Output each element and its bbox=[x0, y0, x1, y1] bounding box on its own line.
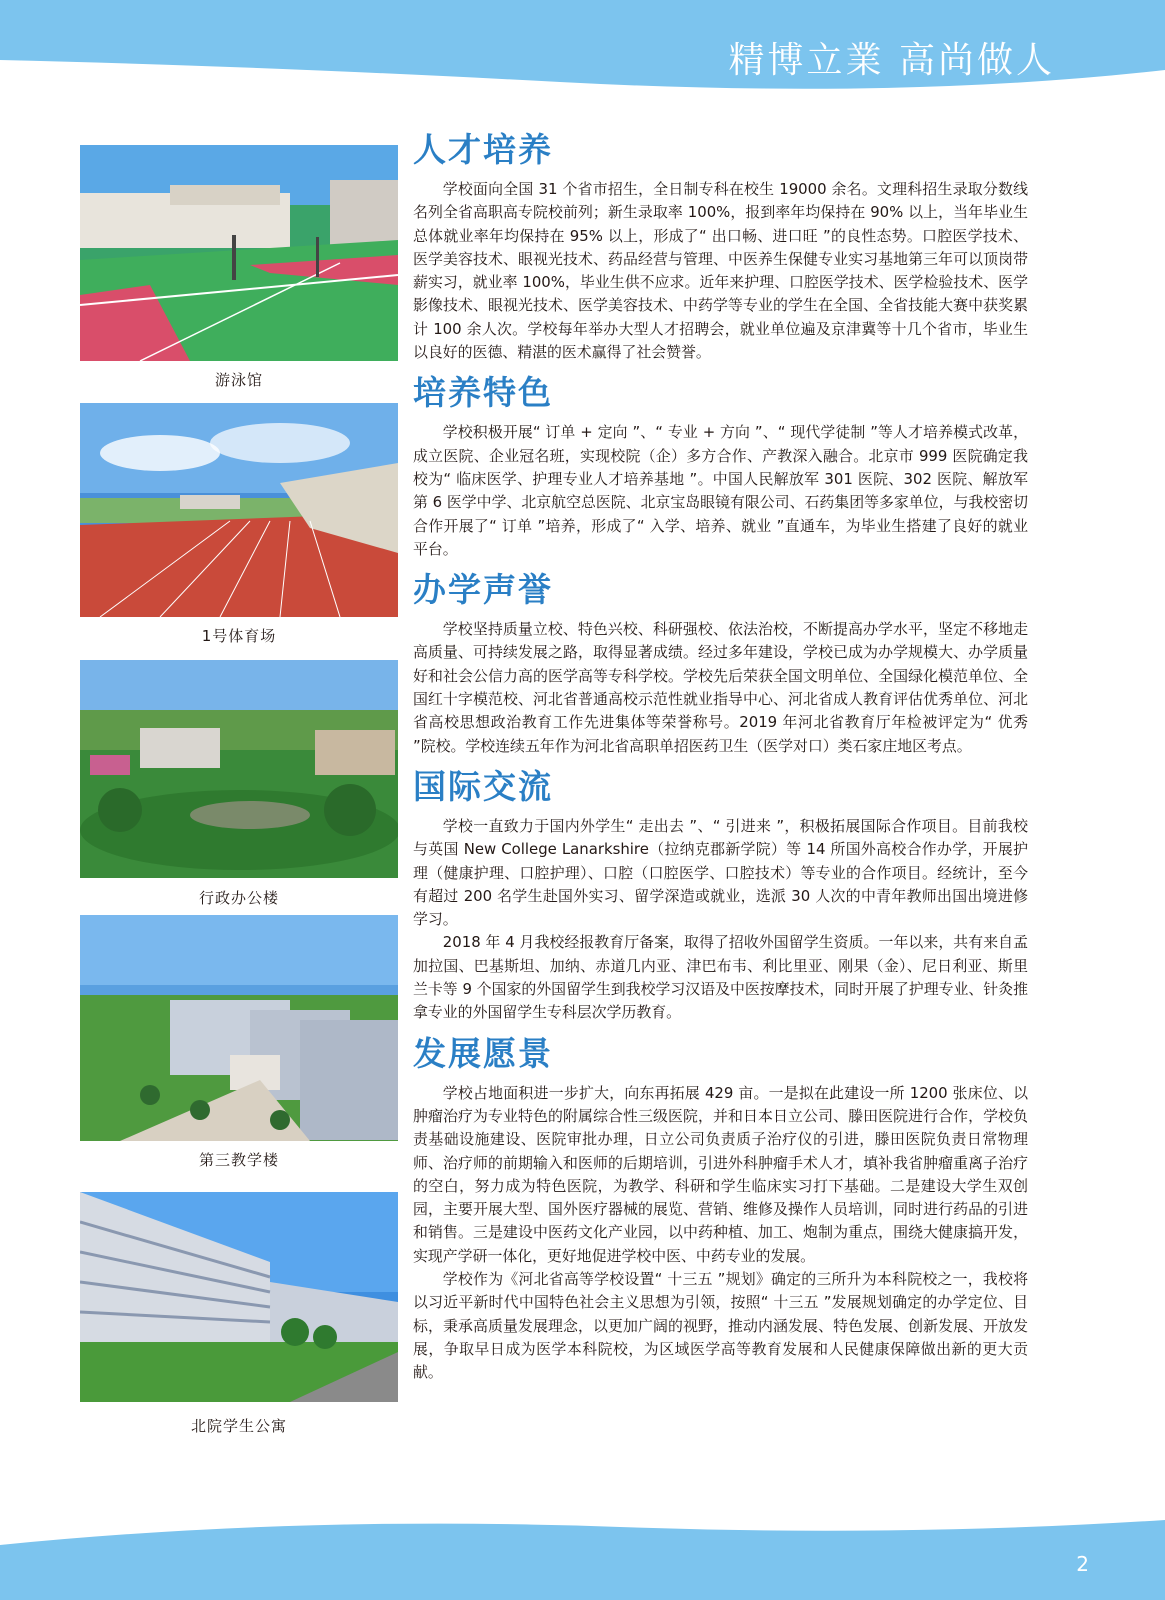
section-paragraph: 学校坚持质量立校、特色兴校、科研强校、依法治校，不断提高办学水平，坚定不移地走高质量、可持续发展之路，取得显著成绩。经过多年建设，学校已成为办学规模大、办学质量好和社会公信力高的医学高等专科学校。学校先后荣获全国文明单位、全国绿化模范单位、全国红十字模范校、河北省普通高校示范性就业指导中心、河北省成人教育评估优秀单位、河北省高校思想政治教育工作先进集体等荣誉称号。2019 年河北省教育厅年检被评定为“ 优秀 ”院校。学校连续五年作为河北省高职单招医药卫生（医学对口）类石家庄地区考点。 bbox=[413, 620, 1028, 755]
section-heading: 人才培养 bbox=[413, 130, 553, 169]
photo-caption: 游泳馆 bbox=[214, 371, 263, 389]
section-paragraph: 学校面向全国 31 个省市招生，全日制专科在校生 19000 余名。文理科招生录取分数线名列全省高职高专院校前列；新生录取率 100%，报到率年均保持在 90% 以上，当年毕业生总体就业率年均保持在 95% 以上，形成了“ 出口畅、进口旺 ”的良性态势。口腔医学技术、医学美容技术、眼视光技术、药品经营与管理、中医养生保健专业实习基地第三年可以顶岗带薪实习，就业率 100%，毕业生供不应求。近年来护理、口腔医学技术、医学检验技术、医学影像技术、眼视光技术、医学美容技术、中药学等专业的学生在全国、全省技能大赛中获奖累计 100 余人次。学校每年举办大型人才招聘会，就业单位遍及京津冀等十几个省市，毕业生以良好的医德、精湛的医术赢得了社会赞誉。 bbox=[413, 180, 1028, 362]
photo-admin-building bbox=[80, 660, 398, 878]
photo-stadium bbox=[80, 403, 398, 617]
section-development-vision bbox=[413, 1032, 1028, 1385]
photo-caption: 第三教学楼 bbox=[198, 1151, 279, 1169]
section-paragraph: 2018 年 4 月我校经报教育厅备案，取得了招收外国留学生资质。一年以来，共有来自孟加拉国、巴基斯坦、加纳、赤道几内亚、津巴布韦、利比里亚、刚果（金）、尼日利亚、斯里兰卡等 9 个国家的外国留学生到我校学习汉语及中医按摩技术，同时开展了护理专业、针灸推拿专业的外国留学生专科层次学历教育。 bbox=[413, 933, 1028, 1022]
section-paragraph: 学校积极开展“ 订单 + 定向 ”、“ 专业 + 方向 ”、“ 现代学徒制 ”等人才培养模式改革，成立医院、企业冠名班，实现校院（企）多方合作、产教深入融合。北京市 999 医院确定我校为“ 临床医学、护理专业人才培养基地 ”。中国人民解放军 301 医院、302 医院、解放军第 6 医学中学、北京航空总医院、北京宝岛眼镜有限公司、石药集团等多家单位，与我校密切合作开展了“ 订单 ”培养，形成了“ 入学、培养、就业 ”直通车，为毕业生搭建了良好的就业平台。 bbox=[413, 423, 1028, 558]
page-number: 2 bbox=[1076, 1552, 1089, 1576]
section-international-exchange bbox=[413, 765, 1028, 1025]
section-reputation bbox=[413, 568, 1028, 758]
section-paragraph: 学校作为《河北省高等学校设置“ 十三五 ”规划》确定的三所升为本科院校之一，我校将以习近平新时代中国特色社会主义思想为引领，按照“ 十三五 ”发展规划确定的办学定位、目标，秉承高质量发展理念，以更加广阔的视野，推动内涵发展、特色发展、创新发展、开放发展，争取早日成为医学本科院校，为区域医学高等教育发展和人民健康保障做出新的更大贡献。 bbox=[413, 1269, 1028, 1382]
footer-band bbox=[0, 1515, 1165, 1600]
section-training-features bbox=[413, 371, 1028, 561]
section-paragraph: 学校一直致力于国内外学生“ 走出去 ”、“ 引进来 ”，积极拓展国际合作项目。目前我校与英国 New College Lanarkshire（拉纳克郡新学院）等 14 所国外高校合作办学，开展护理（健康护理、口腔护理）、口腔（口腔医学、口腔技术）等专业的合作项目。经统计，至今有超过 200 名学生赴国外实习、留学深造或就业，选派 30 人次的中青年教师出国出境进修学习。 bbox=[413, 816, 1028, 929]
header-band bbox=[0, 0, 1165, 100]
section-heading: 国际交流 bbox=[413, 766, 553, 806]
photo-caption: 北院学生公寓 bbox=[190, 1417, 287, 1435]
section-paragraph: 学校占地面积进一步扩大，向东再拓展 429 亩。一是拟在此建设一所 1200 张床位、以肿瘤治疗为专业特色的附属综合性三级医院，并和日本日立公司、滕田医院进行合作，学校负责基础设施建设、医院审批办理，日立公司负责质子治疗仪的引进，滕田医院负责日常物理师、治疗师的前期输入和医师的后期培训，引进外科肿瘤手术人才，填补我省肿瘤重离子治疗的空白，努力成为特色医院，为教学、科研和学生临床实习打下基础。二是建设大学生双创园，主要开展大型、国外医疗器械的展览、营销、维修及操作人员培训，同时进行药品的引进和销售。三是建设中医药文化产业园，以中药种植、加工、炮制为重点，围绕大健康搞开发，实现产学研一体化，更好地促进学校中医、中药专业的发展。 bbox=[413, 1083, 1028, 1265]
section-heading: 培养特色 bbox=[413, 373, 553, 413]
photo-caption: 行政办公楼 bbox=[198, 889, 279, 907]
footer-wave bbox=[0, 1515, 1165, 1600]
photo-dormitory bbox=[80, 1192, 398, 1402]
photo-caption: 1号体育场 bbox=[201, 627, 277, 645]
photo-swimming-hall bbox=[80, 145, 398, 361]
text-column bbox=[413, 128, 1028, 1384]
header-slogan: 精博立業 高尚做人 bbox=[728, 40, 1055, 81]
section-heading: 发展愿景 bbox=[413, 1033, 553, 1073]
section-heading: 办学声誉 bbox=[413, 570, 553, 610]
section-talent-cultivation bbox=[413, 128, 1028, 364]
photo-teaching-building bbox=[80, 915, 398, 1141]
